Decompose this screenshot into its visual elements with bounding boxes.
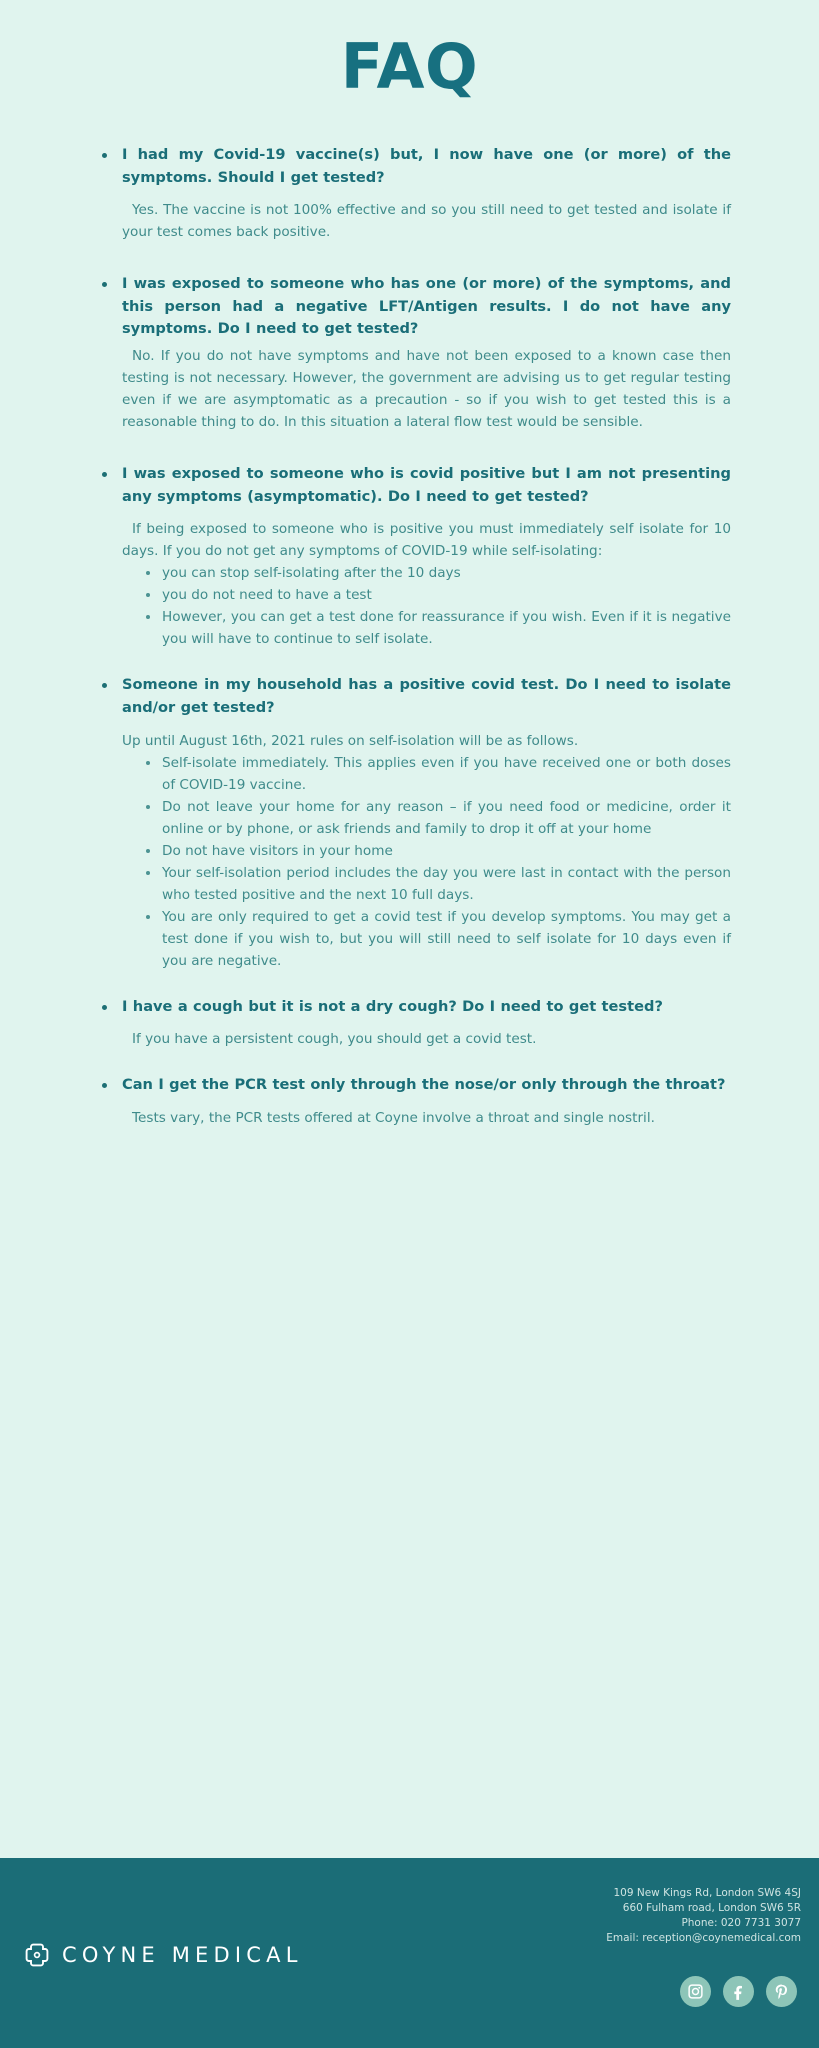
bullet-icon (146, 849, 150, 853)
bullet-icon (146, 615, 150, 619)
answer-text: Tests vary, the PCR tests offered at Coyne involve a throat and single nostril. (132, 1110, 655, 1127)
faq-item (100, 144, 731, 243)
bullet-icon (146, 761, 150, 765)
faq-item (100, 996, 731, 1051)
question-text: I had my Covid-19 vaccine(s) but, I now have one (or more) of the symptoms. Should I get tested? (122, 146, 731, 186)
list-item (144, 862, 731, 906)
list-item (144, 906, 731, 972)
contact-address-2: 660 Fulham road, London SW6 5R (622, 1901, 801, 1914)
question-row (100, 273, 731, 341)
list-item-label: Your self-isolation period includes the day you were last in contact with the person who tested positive and the next 10 full days. (162, 864, 731, 903)
question-row (100, 674, 731, 719)
answer-sub-list (100, 752, 731, 972)
list-item-label: Do not have visitors in your home (162, 842, 393, 859)
faq-item (100, 1074, 731, 1129)
list-item (144, 584, 731, 606)
list-item (144, 840, 731, 862)
spacer (100, 650, 731, 674)
list-item (144, 562, 731, 584)
list-item (144, 752, 731, 796)
list-item-label: Do not leave your home for any reason – if you need food or medicine, order it online or by phone, or ask friends and family to drop it off at your home (162, 798, 731, 837)
bullet-icon (102, 1083, 107, 1088)
question-row (100, 144, 731, 189)
question-text: Someone in my household has a positive covid test. Do I need to isolate and/or get tested? (122, 676, 731, 717)
brand-name: COYNE MEDICAL (62, 1943, 303, 1967)
question-text: I was exposed to someone who is covid positive but I am not presenting any symptoms (asymptomatic). Do I need to get tested? (122, 465, 731, 505)
question-row (100, 996, 731, 1019)
facebook-icon[interactable] (723, 1976, 754, 2007)
faq-item (100, 674, 731, 971)
instagram-icon[interactable] (680, 1976, 711, 2007)
list-item-label: you can stop self-isolating after the 10 days (162, 565, 461, 582)
spacer (100, 972, 731, 996)
list-item-label: Self-isolate immediately. This applies even if you have received one or both doses of COVID-19 vaccine. (162, 754, 731, 793)
contact-phone: Phone: 020 7731 3077 (681, 1916, 801, 1929)
bullet-icon (146, 871, 150, 875)
faq-list (0, 144, 819, 1129)
list-item (144, 796, 731, 840)
spacer (100, 243, 731, 273)
bullet-icon (102, 683, 107, 688)
list-item-label: You are only required to get a covid test if you develop symptoms. You may get a test done if you wish to, but you will still need to self isolate for 10 days even if you are negative. (162, 908, 731, 969)
list-item-label: you do not need to have a test (162, 587, 372, 604)
answer-text: Yes. The vaccine is not 100% effective and so you still need to get tested and isolate if your test comes back positive. (122, 202, 731, 241)
bullet-icon (102, 282, 107, 287)
page-footer (0, 1858, 819, 2048)
answer-text: Up until August 16th, 2021 rules on self-isolation will be as follows. (122, 732, 579, 749)
bullet-icon (146, 805, 150, 809)
question-text: Can I get the PCR test only through the nose/or only through the throat? (122, 1076, 726, 1094)
list-item-label: However, you can get a test done for reassurance if you wish. Even if it is negative you will have to continue to self isolate. (162, 609, 731, 648)
contact-email[interactable]: Email: reception@coynemedical.com (606, 1931, 801, 1944)
faq-item (100, 463, 731, 650)
spacer (100, 433, 731, 463)
answer-sub-list (100, 562, 731, 650)
bullet-icon (102, 1005, 107, 1010)
brand-logo (24, 1942, 303, 1968)
faq-item (100, 273, 731, 433)
bullet-icon (146, 571, 150, 575)
medical-cross-icon (24, 1942, 50, 1968)
social-links (680, 1976, 797, 2007)
footer-contact-details (606, 1886, 801, 1946)
spacer (100, 1050, 731, 1074)
bullet-icon (102, 153, 107, 158)
answer-text: If being exposed to someone who is positive you must immediately self isolate for 10 days. If you do not get any symptoms of COVID-19 while self-isolating: (122, 521, 731, 560)
page-title-wrap (0, 0, 819, 144)
question-row (100, 463, 731, 508)
pinterest-icon[interactable] (766, 1976, 797, 2007)
question-text: I was exposed to someone who has one (or more) of the symptoms, and this person had a negative LFT/Antigen results. I do not have any symptoms. Do I need to get tested? (122, 275, 731, 338)
list-item (144, 606, 731, 650)
answer-text: No. If you do not have symptoms and have not been exposed to a known case then testing is not necessary. However, the government are advising us to get regular testing even if we are asymptomatic as a precaution - so if you wish to get tested this is a reasonable thing to do. In this situation a lateral flow test would be sensible. (122, 348, 731, 431)
bullet-icon (146, 915, 150, 919)
answer-text: If you have a persistent cough, you should get a covid test. (132, 1031, 537, 1048)
contact-address-1: 109 New Kings Rd, London SW6 4SJ (613, 1887, 801, 1899)
bullet-icon (102, 472, 107, 477)
page-title: FAQ (340, 30, 479, 103)
bullet-icon (146, 593, 150, 597)
question-text: I have a cough but it is not a dry cough? Do I need to get tested? (122, 997, 663, 1015)
question-row (100, 1074, 731, 1097)
